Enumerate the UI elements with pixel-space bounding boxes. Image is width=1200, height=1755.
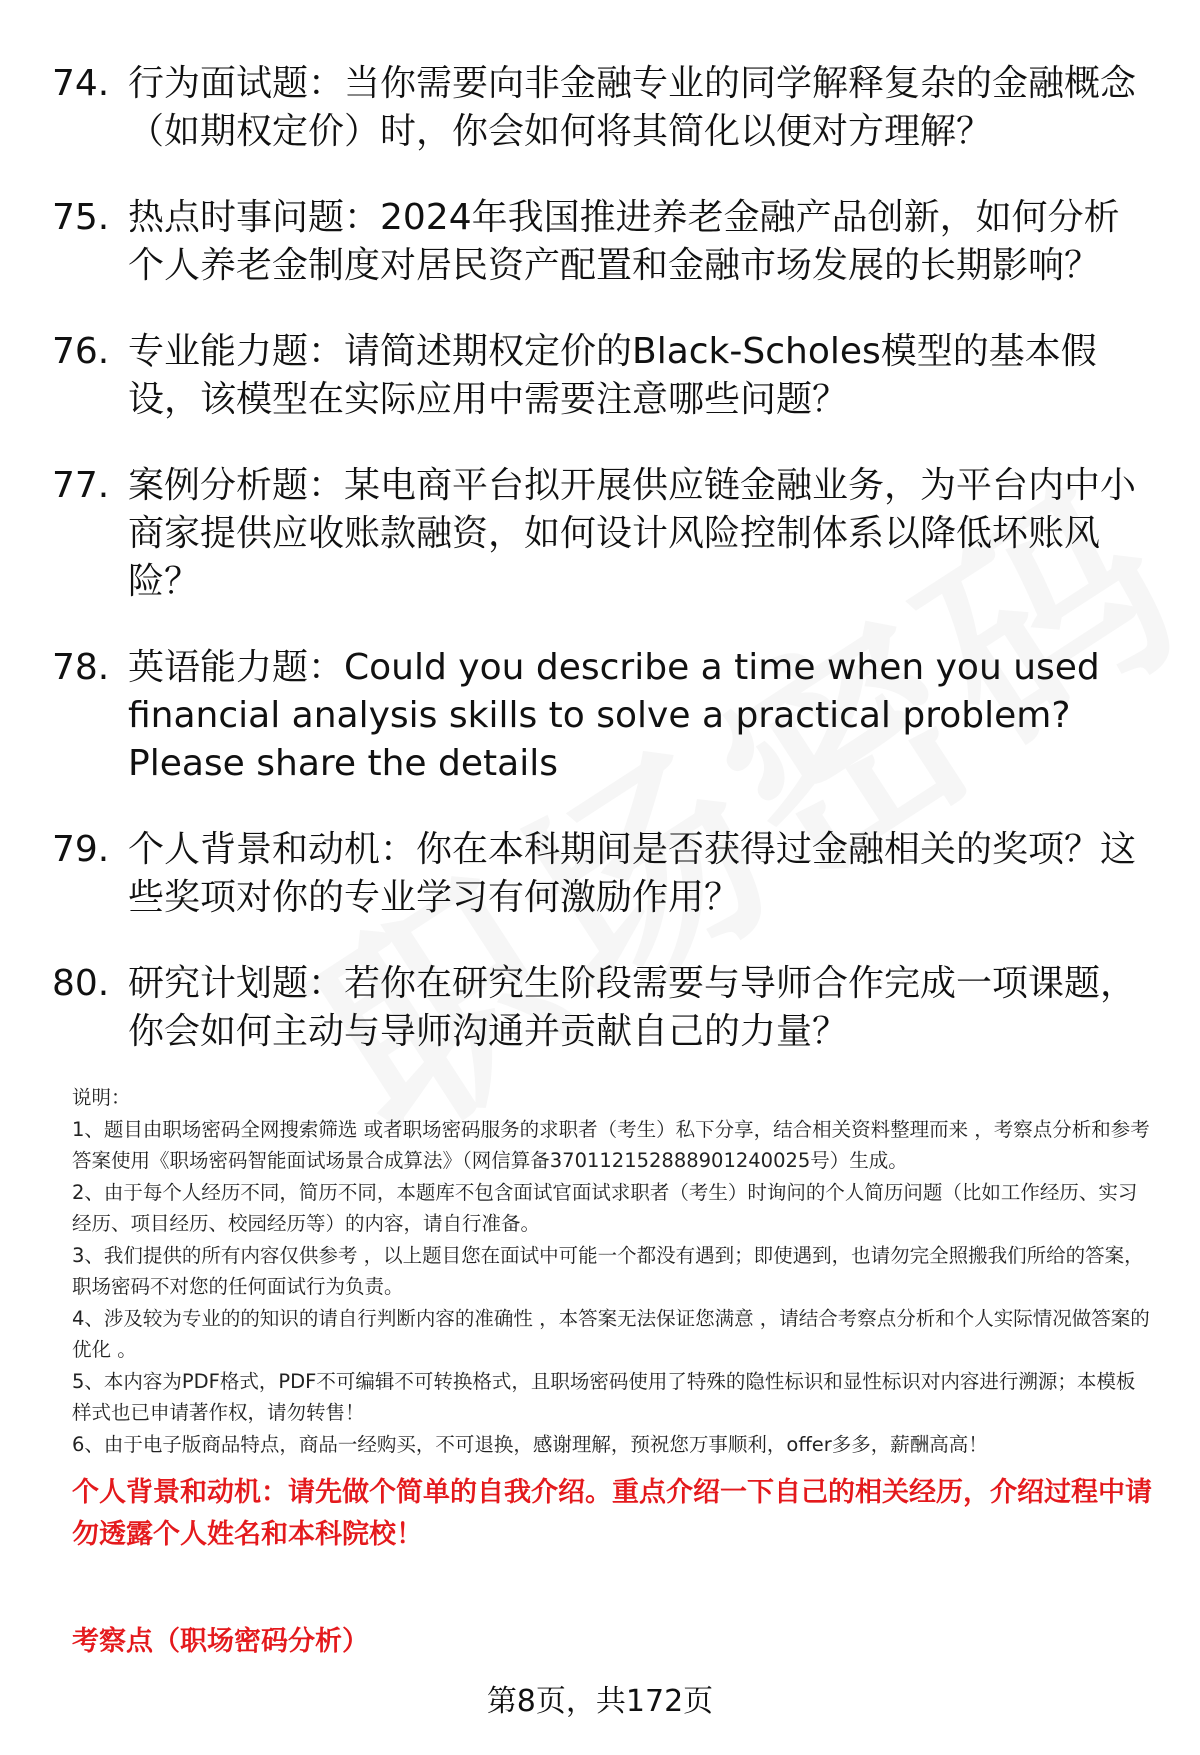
question-list: [52, 60, 1152, 1094]
question-item: [52, 462, 1152, 606]
note-item: 5、本内容为PDF格式，PDF不可编辑不可转换格式，且职场密码使用了特殊的隐性标识和显性标识对内容进行溯源；本模板样式也已申请著作权，请勿转售！: [72, 1369, 1136, 1424]
question-text: 热点时事问题：2024年我国推进养老金融产品创新，如何分析个人养老金制度对居民资产配置和金融市场发展的长期影响？: [128, 197, 1120, 286]
question-text: 行为面试题：当你需要向非金融专业的同学解释复杂的金融概念（如期权定价）时，你会如何将其简化以便对方理解？: [128, 63, 1137, 152]
question-item: [52, 826, 1152, 922]
question-item: [52, 960, 1152, 1056]
question-number: 74.: [52, 63, 110, 104]
question-number: 80.: [52, 963, 110, 1004]
question-text: 研究计划题：若你在研究生阶段需要与导师合作完成一项课题，你会如何主动与导师沟通并贡献自己的力量？: [128, 963, 1137, 1052]
question-item: [52, 60, 1152, 156]
note-item: 4、涉及较为专业的的知识的请自行判断内容的准确性 ，本答案无法保证您满意 ，请结合考察点分析和个人实际情况做答案的优化 。: [72, 1306, 1150, 1361]
disclaimer-notes: [72, 1082, 1152, 1460]
notes-heading: 说明：: [72, 1086, 131, 1109]
note-item: 6、由于电子版商品特点，商品一经购买，不可退换，感谢理解，预祝您万事顺利，offer多多，薪酬高高！: [72, 1432, 988, 1456]
note-item: 1、题目由职场密码全网搜索筛选 或者职场密码服务的求职者（考生）私下分享，结合相关资料整理而来 ，考察点分析和参考答案使用《职场密码智能面试场景合成算法》（网信算备370112152888901240025号）生成。: [72, 1117, 1150, 1172]
question-item: [52, 194, 1152, 290]
section-title: 考察点（职场密码分析）: [72, 1626, 369, 1657]
question-text: 个人背景和动机：你在本科期间是否获得过金融相关的奖项？这些奖项对你的专业学习有何激励作用？: [128, 829, 1137, 918]
highlighted-question: 个人背景和动机：请先做个简单的自我介绍。重点介绍一下自己的相关经历，介绍过程中请勿透露个人姓名和本科院校！: [72, 1477, 1152, 1550]
question-item: [52, 328, 1152, 424]
question-number: 76.: [52, 331, 110, 372]
question-text: 专业能力题：请简述期权定价的Black-Scholes模型的基本假设，该模型在实际应用中需要注意哪些问题？: [128, 331, 1097, 420]
question-number: 75.: [52, 197, 110, 238]
question-number: 78.: [52, 647, 110, 688]
page-footer: 第8页，共172页: [486, 1684, 714, 1719]
note-item: 2、由于每个人经历不同，简历不同，本题库不包含面试官面试求职者（考生）时询问的个人简历问题（比如工作经历、实习经历、项目经历、校园经历等）的内容，请自行准备。: [72, 1180, 1138, 1235]
question-number: 79.: [52, 829, 110, 870]
question-number: 77.: [52, 465, 110, 506]
question-text: 英语能力题：Could you describe a time when you used financial analysis skills to solve a practical problem? Please share the details: [128, 647, 1100, 784]
note-item: 3、我们提供的所有内容仅供参考 ，以上题目您在面试中可能一个都没有遇到；即使遇到，也请勿完全照搬我们所给的答案，职场密码不对您的任何面试行为负责。: [72, 1243, 1144, 1298]
question-item: [52, 644, 1152, 788]
question-text: 案例分析题：某电商平台拟开展供应链金融业务，为平台内中小商家提供应收账款融资，如何设计风险控制体系以降低坏账风险？: [128, 465, 1137, 602]
